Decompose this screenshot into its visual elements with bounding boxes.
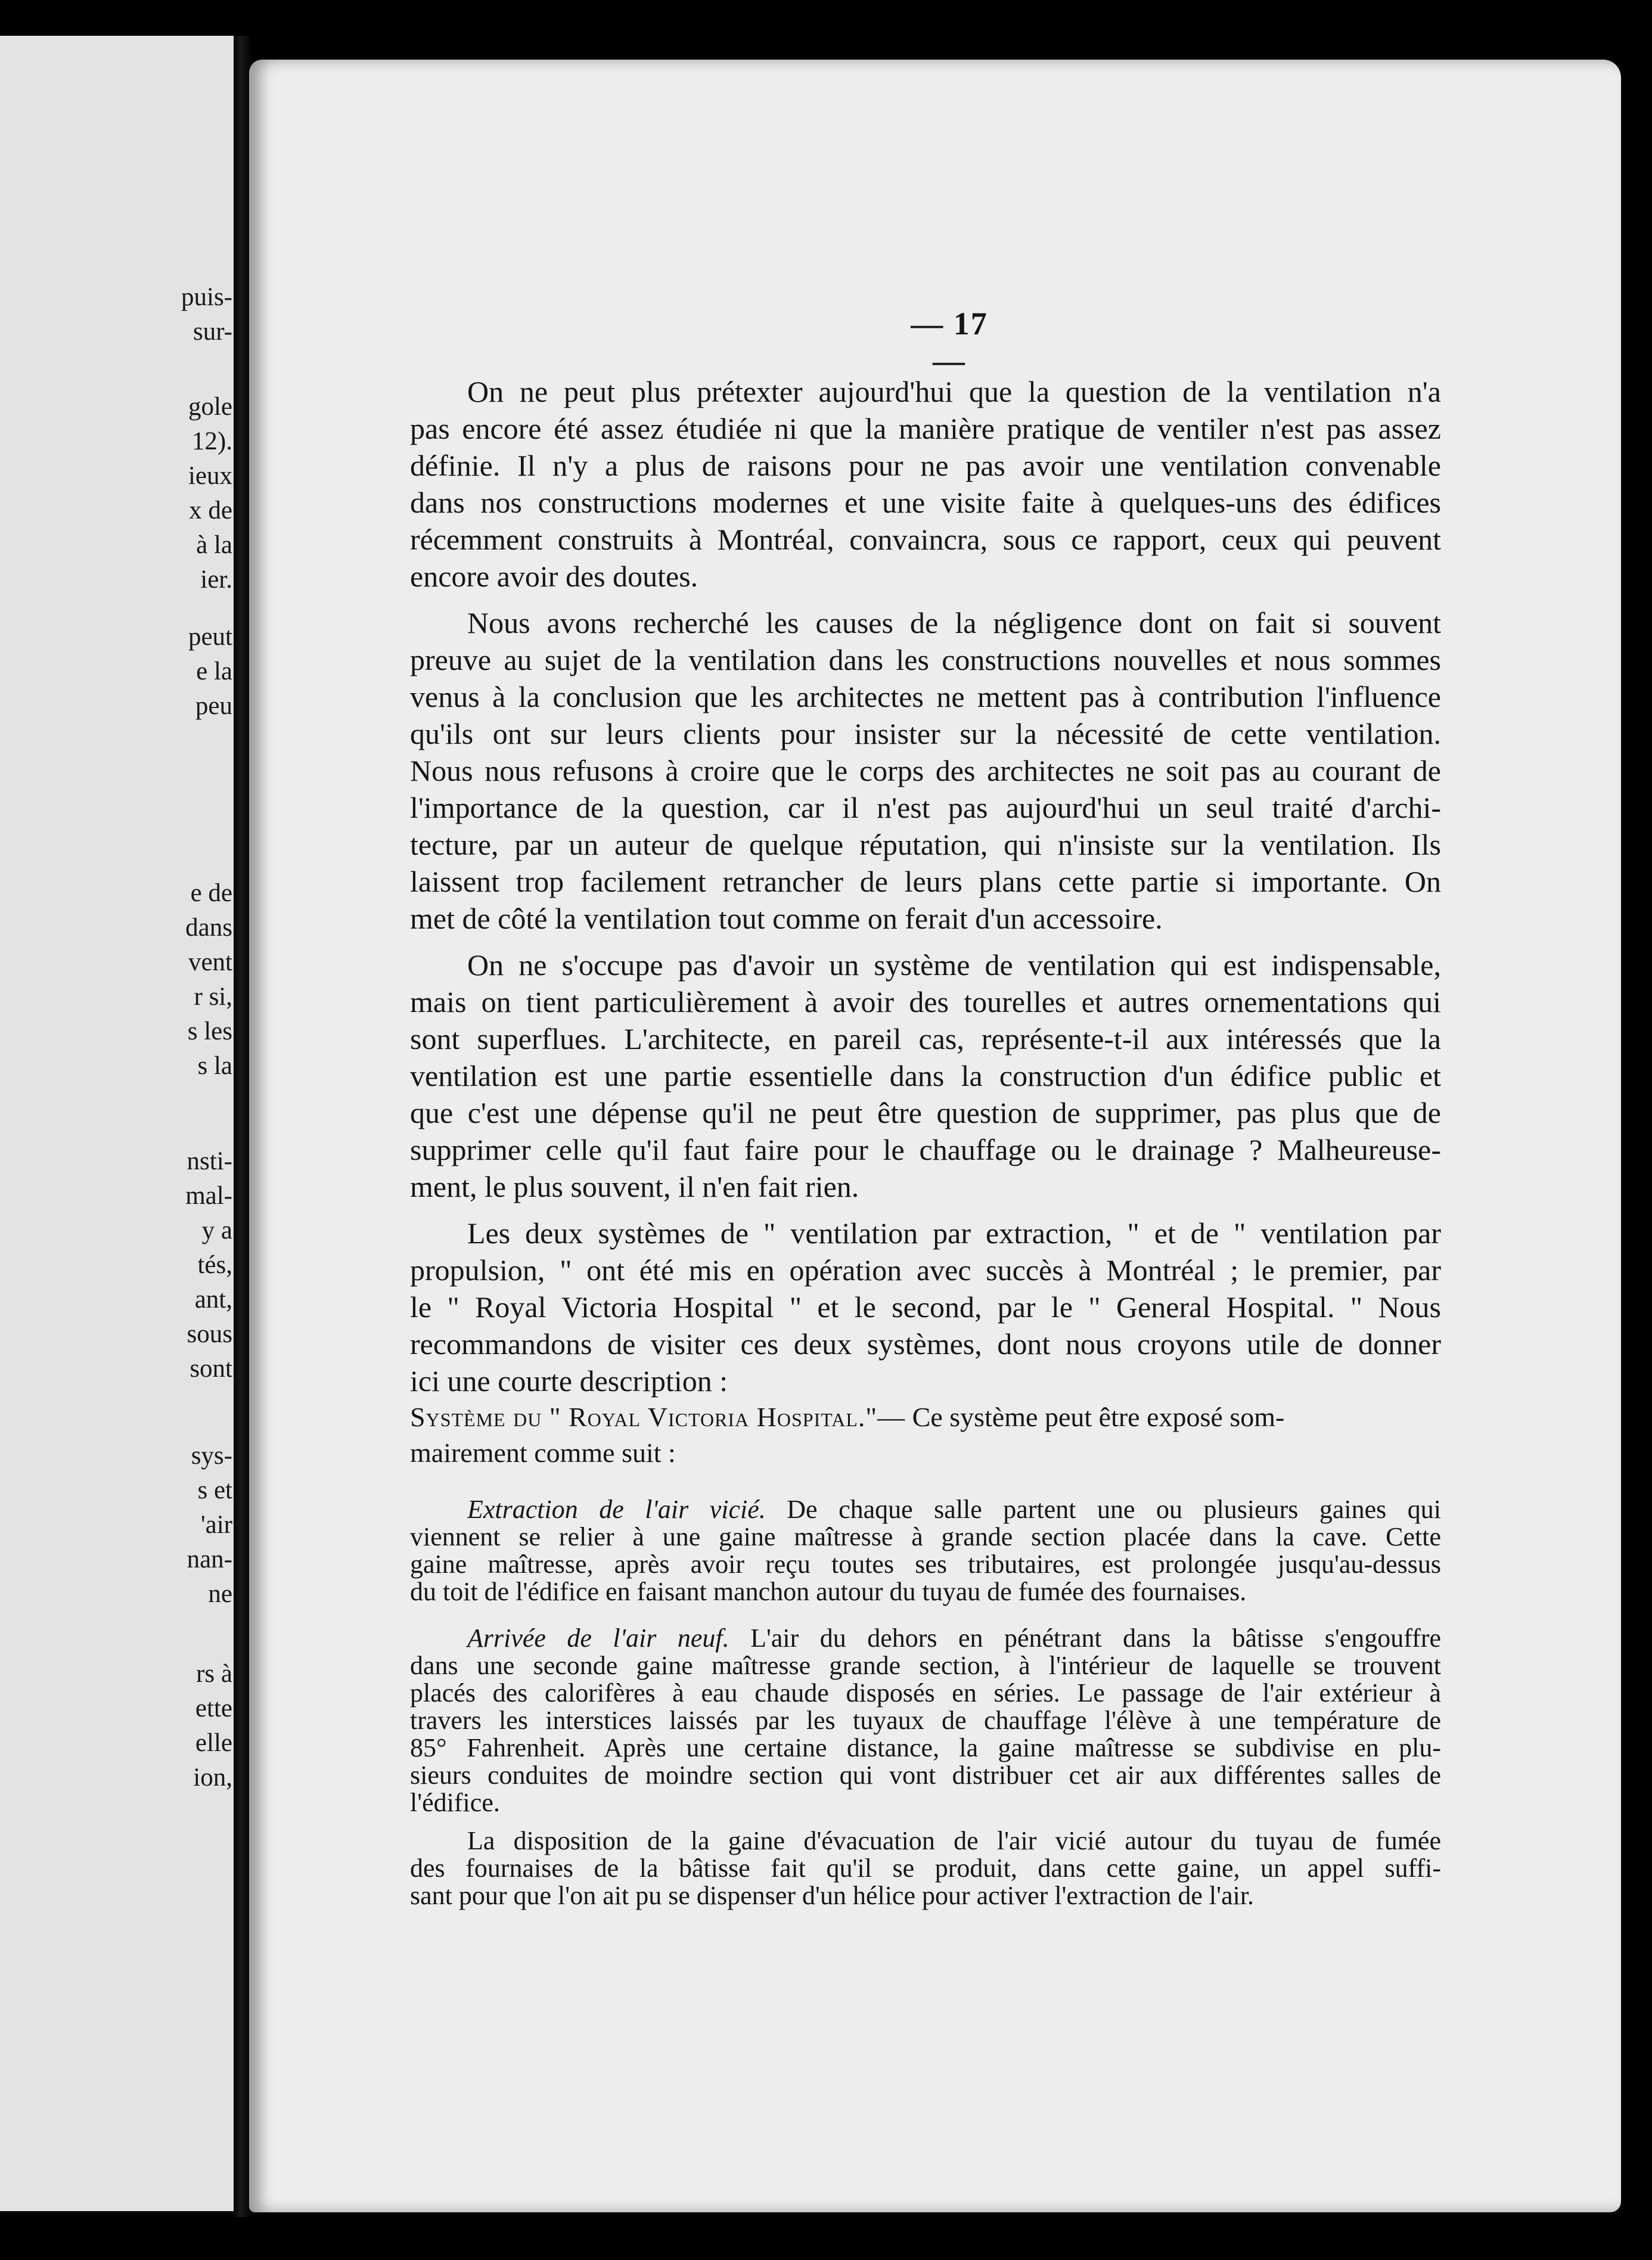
subsection bbox=[410, 1496, 1441, 1606]
left-page-line: mal- bbox=[185, 1182, 232, 1210]
paragraph bbox=[410, 373, 1441, 595]
body-text bbox=[410, 373, 1441, 1399]
subsection-line bbox=[410, 1496, 1441, 1523]
section-heading-line2: mairement comme suit : bbox=[410, 1438, 676, 1468]
left-page-line: ier. bbox=[200, 566, 232, 594]
subsection-line: du toit de l'édifice en faisant manchon autour du tuyau de fumée des fournaises. bbox=[410, 1577, 1247, 1606]
left-page-line: nsti- bbox=[187, 1147, 232, 1175]
left-page-line: puis- bbox=[181, 283, 232, 311]
left-page-line: s les bbox=[187, 1017, 232, 1045]
paragraph-line: tecture, par un auteur de quelque réputation, qui n'insiste sur la ventilation. Ils bbox=[410, 828, 1441, 861]
left-page-line: 12). bbox=[191, 427, 232, 455]
subsection-text: De chaque salle partent une ou plusieurs gaines qui bbox=[765, 1495, 1441, 1524]
paragraph-line: Les deux systèmes de " ventilation par extraction, " et de " ventilation par bbox=[467, 1216, 1441, 1250]
left-page-line: à la bbox=[196, 531, 232, 559]
left-page-line: e de bbox=[190, 879, 232, 907]
subsection-text: L'air du dehors en pénétrant dans la bâtisse s'engouffre bbox=[729, 1623, 1441, 1653]
left-page-line: sont bbox=[190, 1355, 232, 1383]
left-page-line: sys- bbox=[191, 1442, 232, 1470]
left-page-line: ant, bbox=[194, 1286, 232, 1314]
left-page-line: dans bbox=[185, 914, 232, 942]
left-page-line: r si, bbox=[194, 983, 232, 1011]
paragraph-line: preuve au sujet de la ventilation dans les constructions nouvelles et nous sommes bbox=[410, 643, 1441, 676]
subsection-line: 85° Fahrenheit. Après une certaine distance, la gaine maîtresse se subdivise en plu- bbox=[410, 1733, 1441, 1762]
paragraph-line: sont superflues. L'architecte, en pareil cas, représente-t-il aux intéressés que la bbox=[410, 1022, 1441, 1056]
paragraph-line: définie. Il n'y a plus de raisons pour ne pas avoir une ventilation convenable bbox=[410, 449, 1441, 482]
left-page-line: peu bbox=[195, 692, 232, 720]
subsection-line: dans une seconde gaine maîtresse grande section, à l'intérieur de laquelle se trouvent bbox=[410, 1651, 1441, 1680]
paragraph-line: Nous nous refusons à croire que le corps des architectes ne soit pas au courant de bbox=[410, 754, 1441, 787]
page-number: — 17 — bbox=[911, 306, 988, 378]
paragraph-line: recommandons de visiter ces deux systèmes, dont nous croyons utile de donner bbox=[410, 1327, 1441, 1361]
subsection-lead: Extraction de l'air vicié. bbox=[467, 1495, 766, 1524]
subsection-line: l'édifice. bbox=[410, 1788, 500, 1817]
left-page-fragment bbox=[0, 36, 241, 2211]
paragraph-line: encore avoir des doutes. bbox=[410, 560, 698, 593]
subsection-line: des fournaises de la bâtisse fait qu'il se produit, dans cette gaine, un appel suffi- bbox=[410, 1854, 1441, 1883]
subsection-lead: Arrivée de l'air neuf. bbox=[467, 1623, 729, 1653]
left-page-line: ne bbox=[208, 1580, 232, 1608]
left-page-line: x de bbox=[189, 496, 232, 524]
paragraph-line: qu'ils ont sur leurs clients pour insister sur la nécessité de cette ventilation. bbox=[410, 717, 1441, 750]
subsection-line bbox=[410, 1625, 1441, 1652]
paragraph-line: ventilation est une partie essentielle dans la construction d'un édifice public et bbox=[410, 1059, 1441, 1092]
paragraph-line: On ne peut plus prétexter aujourd'hui que la question de la ventilation n'a bbox=[467, 375, 1441, 408]
left-page-line: ieux bbox=[188, 462, 232, 490]
section-heading-royal-victoria bbox=[410, 1399, 1441, 1471]
paragraph-line: supprimer celle qu'il faut faire pour le chauffage ou le drainage ? Malheureuse- bbox=[410, 1133, 1441, 1166]
paragraph bbox=[410, 1215, 1441, 1399]
paragraph-line: ment, le plus souvent, il n'en fait rien. bbox=[410, 1170, 859, 1203]
paragraph bbox=[410, 946, 1441, 1205]
left-page-line: e la bbox=[196, 657, 232, 685]
subsection-line: sant pour que l'on ait pu se dispenser d'un hélice pour activer l'extraction de l'air. bbox=[410, 1881, 1254, 1910]
paragraph-line: venus à la conclusion que les architectes ne mettent pas à contribution l'influence bbox=[410, 680, 1441, 713]
paragraph-line: met de côté la ventilation tout comme on ferait d'un accessoire. bbox=[410, 902, 1163, 935]
subsection-line: sieurs conduites de moindre section qui vont distribuer cet air aux différentes salles de bbox=[410, 1761, 1441, 1790]
subsection-line: gaine maîtresse, après avoir reçu toutes ses tributaires, est prolongée jusqu'au-dessus bbox=[410, 1550, 1441, 1579]
subsection bbox=[410, 1625, 1441, 1817]
paragraph-line: pas encore été assez étudiée ni que la manière pratique de ventiler n'est pas assez bbox=[410, 412, 1441, 445]
left-page-line: ion, bbox=[193, 1764, 232, 1792]
book-gutter bbox=[234, 36, 250, 2217]
section-heading-rest: Ce système peut être exposé som- bbox=[905, 1402, 1285, 1432]
paragraph-line: mais on tient particulièrement à avoir des tourelles et autres ornementations qui bbox=[410, 985, 1441, 1019]
left-page-line: s la bbox=[197, 1052, 232, 1080]
subsection bbox=[410, 1827, 1441, 1910]
paragraph-line: laissent trop facilement retrancher de leurs plans cette partie si importante. On bbox=[410, 865, 1441, 898]
left-page-line: gole bbox=[188, 393, 232, 421]
subsection-text: La disposition de la gaine d'évacuation de l'air vicié autour du tuyau de fumée bbox=[467, 1826, 1441, 1855]
subsection-line bbox=[410, 1827, 1441, 1855]
left-page-line: rs à bbox=[196, 1660, 232, 1688]
section-heading-title: Système du " Royal Victoria Hospital."— bbox=[410, 1402, 906, 1432]
paragraph-line: que c'est une dépense qu'il ne peut être question de supprimer, pas plus que de bbox=[410, 1096, 1441, 1129]
paragraph-line: ici une courte description : bbox=[410, 1364, 728, 1398]
paragraph-line: le " Royal Victoria Hospital " et le second, par le " General Hospital. " Nous bbox=[410, 1290, 1441, 1324]
paragraph-line: propulsion, " ont été mis en opération avec succès à Montréal ; le premier, par bbox=[410, 1253, 1441, 1287]
left-page-line: sur- bbox=[192, 318, 232, 346]
subsection-line: placés des calorifères à eau chaude disposés en séries. Le passage de l'air extérieur à bbox=[410, 1678, 1441, 1708]
paragraph-line: Nous avons recherché les causes de la négligence dont on fait si souvent bbox=[467, 606, 1441, 639]
left-page-line: nan- bbox=[187, 1545, 232, 1573]
left-page-line: s et bbox=[197, 1476, 232, 1504]
paragraph-line: récemment construits à Montréal, convaincra, sous ce rapport, ceux qui peuvent bbox=[410, 523, 1441, 556]
left-page-line: peut bbox=[188, 623, 232, 651]
paragraph-line: dans nos constructions modernes et une visite faite à quelques-uns des édifices bbox=[410, 486, 1441, 519]
subsection-line: viennent se relier à une gaine maîtresse à grande section placée dans la cave. Cette bbox=[410, 1522, 1441, 1551]
paragraph-line: On ne s'occupe pas d'avoir un système de ventilation qui est indispensable, bbox=[467, 948, 1441, 982]
left-page-line: tés, bbox=[197, 1251, 232, 1279]
left-page-line: y a bbox=[201, 1216, 232, 1244]
paragraph bbox=[410, 604, 1441, 937]
left-page-line: ette bbox=[195, 1694, 232, 1722]
paragraph-line: l'importance de la question, car il n'est pas aujourd'hui un seul traité d'archi- bbox=[410, 791, 1441, 824]
left-page-line: sous bbox=[187, 1320, 232, 1348]
left-page-line: elle bbox=[195, 1729, 232, 1757]
left-page-line: vent bbox=[188, 948, 232, 976]
left-page-line: 'air bbox=[200, 1511, 232, 1539]
subsection-line: travers les interstices laissés par les tuyaux de chauffage l'élève à une température de bbox=[410, 1706, 1441, 1735]
